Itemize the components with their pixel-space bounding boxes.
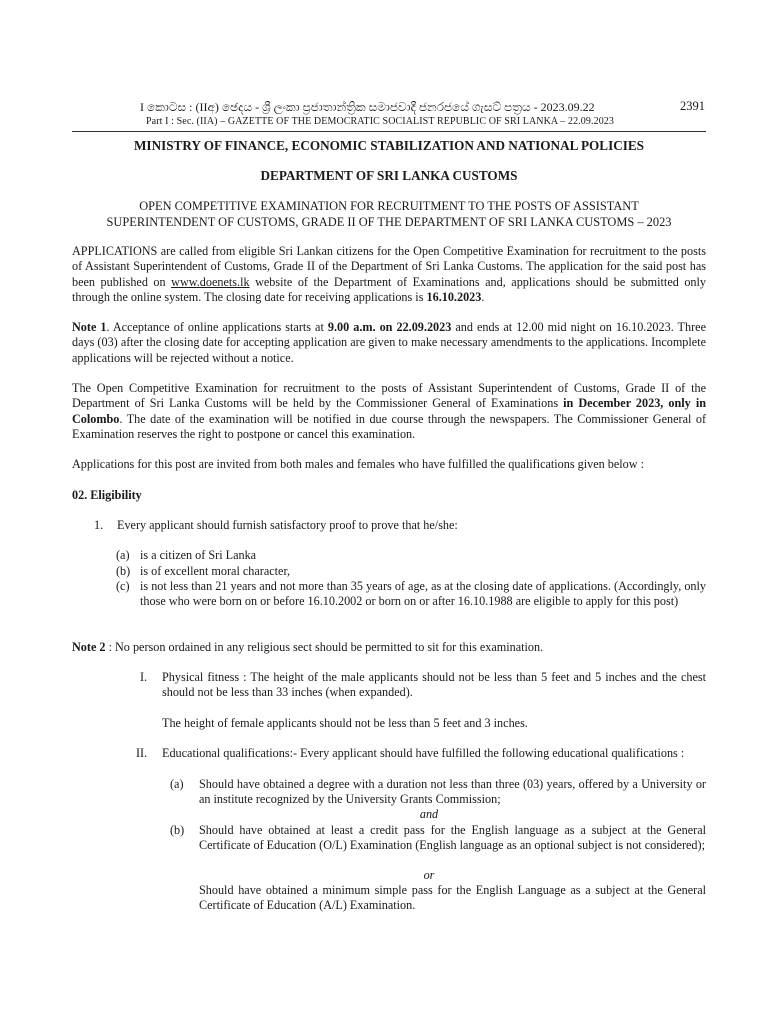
edu-a-text: Should have obtained a degree with a duration not less than three (03) years, offered by a University or an institute recognized by the University Grants Commission; — [199, 777, 706, 807]
physical-text: Physical fitness : The height of the male applicants should not be less than 5 feet and 5 inches and the chest should not be less than 33 inches (when expanded). — [162, 670, 706, 700]
exam-title-line2: SUPERINTENDENT OF CUSTOMS, GRADE II OF THE DEPARTMENT OF SRI LANKA CUSTOMS – 2023 — [106, 215, 672, 229]
website-link[interactable]: www.doenets.lk — [171, 274, 250, 289]
exam-text-a: The Open Competitive Examination for recruitment to the posts of Assistant Superintendent of Customs, Grade II of the Department of Sri Lanka Customs will be held by the Commissioner General of Examinations — [72, 381, 706, 411]
item1-text: Every applicant should furnish satisfactory proof to prove that he/she: — [117, 518, 458, 532]
note2-label: Note 2 — [72, 640, 106, 654]
sub-b-label: (b) — [116, 564, 131, 578]
closing-date: 16.10.2023 — [426, 290, 482, 305]
item1-number: 1. — [94, 518, 104, 532]
note2-paragraph — [72, 640, 706, 655]
physical-female-text: The height of female applicants should not be less than 5 feet and 3 inches. — [162, 716, 528, 730]
header-english-line: Part I : Sec. (IIA) – GAZETTE OF THE DEMOCRATIC SOCIALIST REPUBLIC OF SRI LANKA – 22.09.2023 — [146, 116, 614, 127]
exam-when: in December 2023, only in Colombo — [72, 396, 706, 426]
note1-text-b: and ends at 12.00 mid night on 16.10.2023. Three days (03) after the closing date for accepting application are given to make necessary amendments to the applications. Incomplete applications will be rejected without a notice. — [72, 320, 706, 365]
edu-a-label: (a) — [170, 777, 184, 791]
edu-b-text: Should have obtained at least a credit pass for the English language as a subject at the General Certificate of Education (O/L) Examination (English language as an optional subject is not considered); — [199, 823, 706, 853]
edu-alt-text: Should have obtained a minimum simple pass for the English Language as a subject at the General Certificate of Education (A/L) Examination. — [199, 883, 706, 913]
department-title: DEPARTMENT OF SRI LANKA CUSTOMS — [260, 168, 518, 183]
note1-start: 9.00 a.m. on 22.09.2023 — [327, 320, 452, 334]
note1-text-a: . Acceptance of online applications starts at — [106, 320, 328, 334]
header-sinhala-line: I කොටස : (IIඅ) ඡෙදය - ශ්‍රී ලංකා ප්‍රජාතාන්ත්‍රික සමාජවාදී ජනරජයේ ගැසට් පත්‍රය - 2023.09.22 — [140, 100, 595, 114]
sub-c-text: is not less than 21 years and not more than 35 years of age, as at the closing date of applications. (Accordingly, only those who were born on or before 16.10.2002 or born on or after 16.10.1988 are eligible to apply for this post) — [140, 579, 706, 609]
sub-b-text: is of excellent moral character, — [140, 564, 291, 578]
note1-paragraph — [72, 320, 706, 366]
note1-label: Note 1 — [72, 320, 107, 334]
intro-text-a: APPLICATIONS are called from eligible Sri Lankan citizens for the Open Competitive Examination for recruitment to the posts of Assistant Superintendent of Customs, Grade II of the Department of Sri Lanka Customs. The application for the said post has been published on — [72, 244, 706, 289]
sub-a-text: is a citizen of Sri Lanka — [140, 548, 257, 562]
educational-number: II. — [136, 746, 148, 760]
edu-b-label: (b) — [170, 823, 185, 837]
physical-number: I. — [140, 670, 148, 684]
intro-text-c: . — [481, 290, 485, 305]
ministry-title: MINISTRY OF FINANCE, ECONOMIC STABILIZATION AND NATIONAL POLICIES — [133, 138, 644, 153]
intro-text-b: website of the Department of Examinations and, applications should be submitted only through the online system. The closing date for receiving applications is — [72, 274, 706, 305]
sub-c-label: (c) — [116, 579, 130, 593]
sub-a-label: (a) — [116, 548, 130, 562]
edu-or-connector: or — [423, 868, 435, 882]
edu-and-connector: and — [419, 807, 439, 821]
eligibility-heading: 02. Eligibility — [72, 488, 142, 502]
exam-title-line1: OPEN COMPETITIVE EXAMINATION FOR RECRUITMENT TO THE POSTS OF ASSISTANT — [139, 199, 639, 213]
educational-text: Educational qualifications:- Every applicant should have fulfilled the following educational qualifications : — [162, 746, 685, 760]
exam-title — [72, 198, 706, 230]
note2-text: : No person ordained in any religious sect should be permitted to sit for this examination. — [105, 640, 544, 654]
page-number: 2391 — [680, 99, 705, 113]
header-rule — [72, 131, 706, 132]
exam-text-b: . The date of the examination will be notified in due course through the newspapers. The Commissioner General of Examination reserves the right to postpone or cancel this examination. — [72, 411, 706, 442]
intro-paragraph — [72, 244, 706, 306]
invite-paragraph: Applications for this post are invited from both males and females who have fulfilled the qualifications given below : — [72, 457, 644, 471]
exam-paragraph — [72, 381, 706, 443]
